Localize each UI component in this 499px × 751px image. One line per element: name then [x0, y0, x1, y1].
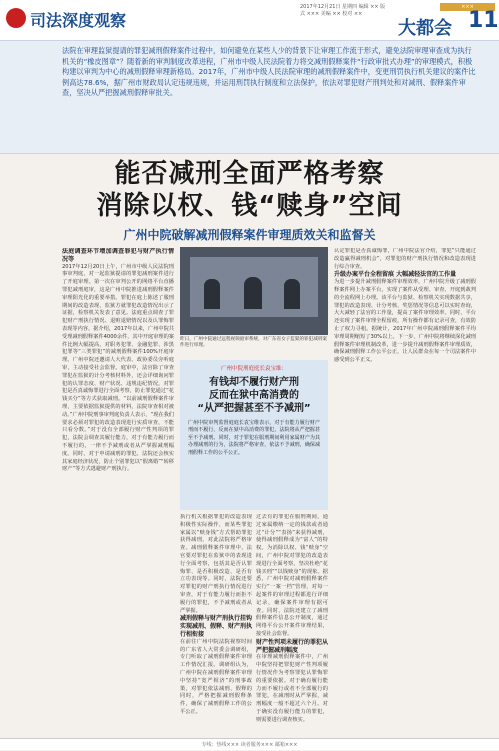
page-number: 11	[468, 8, 499, 33]
column-3-text: 过去有的罪犯在服刑期间，通过家属缴纳一定的钱款或者通过“计分”“表扬”来获得减刑，使得减刑假释成为“富人”的特权。为消除以权、钱“赎身”空间，广州中院对罪犯的改造表现进行全面考察，坚决杜绝“花钱买刑”“以钱赎身”的现象。据悉，广州中院对减刑假释案件实行“一案一档”管理，对每一起案件的审理过程都进行详细记录，确保案件审理有据可查。同时，法院还建立了减刑假释案件信息公开制度，通过网络平台公开案件审理结果，接受社会监督。	[256, 514, 328, 637]
article-column-3	[256, 514, 328, 734]
article-column-1	[62, 248, 174, 733]
panel-quote	[180, 376, 328, 415]
panel-quote-line-1: 有钱却不履行财产刑	[209, 377, 299, 388]
article-column-4	[334, 248, 476, 733]
header-tag: ×××	[440, 3, 495, 11]
page-footer: 专线：热线××× 读者服务××× 邮箱×××	[0, 738, 499, 750]
column-3-text-2: 在审理减刑假释案件中，广州中院坚持把罪犯财产性判项履行情况作为考察罪犯认罪悔罪的重要依据。对于确有履行能力而不履行或者不全部履行的罪犯，在减刑时从严掌握，减刑幅度一般不超过六个月。对于确实没有履行能力的罪犯，则需要进行调查核实。	[256, 654, 328, 723]
column-1-text: 2017年12月20日上午，广州市中级人民法院刑事审判庭，对一起监狱提请的罪犯减刑案件进行了开庭审理。第一次在审判公开的网络平台直播罪犯减刑庭审，这是广州中院推进减刑假释案件审理阳光化的重要举措。罪犯在庭上陈述了服刑期间的改造表现，监狱方就罪犯改造情况出示了证据，检察机关发表了意见。法庭重点调查了罪犯财产刑执行情况、退赃退赔情况以及认罪悔罪表现等内容。据介绍，2017年以来，广州中院共受理减刑假释案件4000余件，其中开庭审理的案件比例大幅提高，对职务犯罪、金融犯罪、涉黑犯罪等“三类罪犯”的减刑假释案件100%开庭审理。广州中院还邀请人大代表、政协委员旁听庭审，主动接受社会监督。庭审中，法官除了审查罪犯在监狱的计分考核材料外，还会详细询问罪犯的认罪态度、财产状况、违规违纪情况，对罪犯是否真诚悔罪进行全面考察，防止罪犯通过“花钱买分”等方式获取减刑。“以前减刑假释案件审理，主要依据监狱提供的材料，法院审查相对被动。”广州中院刑事审判庭负责人表示，“现在我们要求必须对罪犯的改造表现进行实质审查，不能只看分数。”对于没有全部履行财产性判项的罪犯，法院会调查其履行能力，对于有能力履行而不履行的，一律不予减刑或者从严掌握减刑幅度。同时，对于申请减刑的罪犯，法院还会核实其家庭经济状况，防止个别罪犯以“假离婚”“转移财产”等方式逃避财产刑执行。	[62, 263, 174, 473]
column-2-text-2: 在前往广州中院法院视察时间的广东省人大常委会调研组，专门听取了减刑假释案件审理工作情况汇报。调研组认为，广州中院在减刑假释案件审理中坚持“宽严相济”的刑事政策，对罪犯依法减刑、假释的同时，严格把握减刑假释条件，确保了减刑假释工作的公平公正。	[180, 638, 252, 715]
column-4-text: 认定罪犯是否真诚悔罪，广州中院法官介绍，罪犯“只能通过改造赢得减刑机会”，对罪犯的财产刑执行情况和改造表现进行综合审查。	[334, 248, 476, 270]
column-1-subhead: 法庭调查环节增加调查罪犯与财产执行情况等	[62, 248, 174, 263]
brand-name: 大都会	[398, 18, 452, 39]
headline-subtitle: 广州中院破解减刑假释案件审理质效关和监督关	[123, 228, 376, 242]
interview-panel	[180, 360, 328, 510]
panel-quote-line-2: 反而在狱中高消费的	[209, 390, 299, 401]
column-2-subhead: 减刑假释与财产刑执行挂钩实现减刑、假释、财产刑执行相衔接	[180, 615, 252, 638]
article-column-2	[180, 514, 252, 734]
lead-paragraph: 法院在审理监狱提请的罪犯减刑假释案件过程中，如何避免在某些人少的背景下让审理工作流于形式，避免法院审理审查成为执行机关的“橡皮图章”？随着新的审判制度改革进程，广州市中级人民法院着力将交减刑假释案件“行政审批式办理”的审理模式，积极构建以审判为中心的减刑假释审理新格局。2017年，广州市中级人民法院审理的减刑假释案件中，变更刑罚执行机关建议的案件比例高达78.6%，据广州市财政局认定违规违规，并运用刑罚执行制度和立法保护，依法对罪犯财产刑判处和对减刑、假释案件审查，坚决从严把握减刑假释审批关。	[62, 46, 476, 97]
trial-photo	[180, 247, 328, 335]
interviewee: 广州中院刑庭庭长袁宝维：	[220, 366, 287, 372]
court-logo-icon	[6, 8, 26, 28]
person-figure	[244, 277, 262, 309]
issue-meta: 2017年12月21日 星期四 编辑 ×× 版式 ××× 美编 ×× 校对 ××	[300, 4, 386, 17]
headline-block	[0, 158, 499, 243]
photo-caption: 昨日，广州中院通过远程视频庭审系统，对广东省女子监狱的罪犯减刑案件进行审理。	[180, 337, 328, 348]
column-3-subhead: 财产性判项未履行的罪犯从严把握减刑幅度	[256, 638, 328, 654]
headline-line-2: 消除以权、钱“赎身”空间	[96, 191, 403, 221]
page-header	[0, 0, 499, 40]
section-title: 司法深度观察	[30, 11, 127, 30]
panel-quote-line-3: “从严把握甚至不予减刑”	[197, 403, 311, 414]
column-2-text: 执行机关根据罪犯的改造表现积极性实际操作，而某些罪犯家属以“赎身钱”方式帮助罪犯获得减刑，对此法院将严格审查。减刑假释案件审理中，法官要对罪犯在监狱中的表现进行全面考察，包括其是否认罪悔罪、是否积极改造、是否有立功表现等。同时，法院还要对罪犯的财产刑执行情况进行审查，对于有能力履行而拒不履行的罪犯，不予减刑或者从严掌握。	[180, 514, 252, 614]
headline-line-1: 能否减刑全面严格考察	[114, 159, 385, 189]
column-4-subhead: 升级办案平台全程留痕 大幅减轻法官的工作量	[334, 271, 457, 279]
person-figure	[284, 279, 300, 309]
column-4-text-2: 为进一步提升减刑假释案件审理效率，广州中院升级了减刑假释案件网上办案平台，实现了案件从受理、审查、开庭到裁判的全流程网上办理。该平台与监狱、检察机关实现数据共享，罪犯的改造表现、计分考核、奖惩情况等信息可以实时查询，大大减轻了法官的工作量，提高了案件审理效率。同时，平台还实现了案件审理全程留痕，所有操作都有记录可查，有效防止了权力寻租。据统计，2017年广州中院减刑假释案件平均审理周期缩短了30%以上。下一步，广州中院将继续深化减刑假释案件审理机制改革，进一步提升减刑假释案件审理质效，确保减刑假释工作公平公正，让人民群众在每一个司法案件中感受到公平正义。	[334, 279, 476, 364]
person-figure	[204, 279, 220, 309]
panel-body: 广州中院审判监督庭庭长袁宝维表示，对于有能力履行财产刑而不履行，反而在狱中高消费的罪犯，法院将从严把握甚至不予减刑。同时，对于罪犯在服刑期间利用家属财产为其办理减刑的行为，法院将严格审查，依法不予减刑，确保减刑假释工作的公平公正。	[188, 420, 320, 456]
